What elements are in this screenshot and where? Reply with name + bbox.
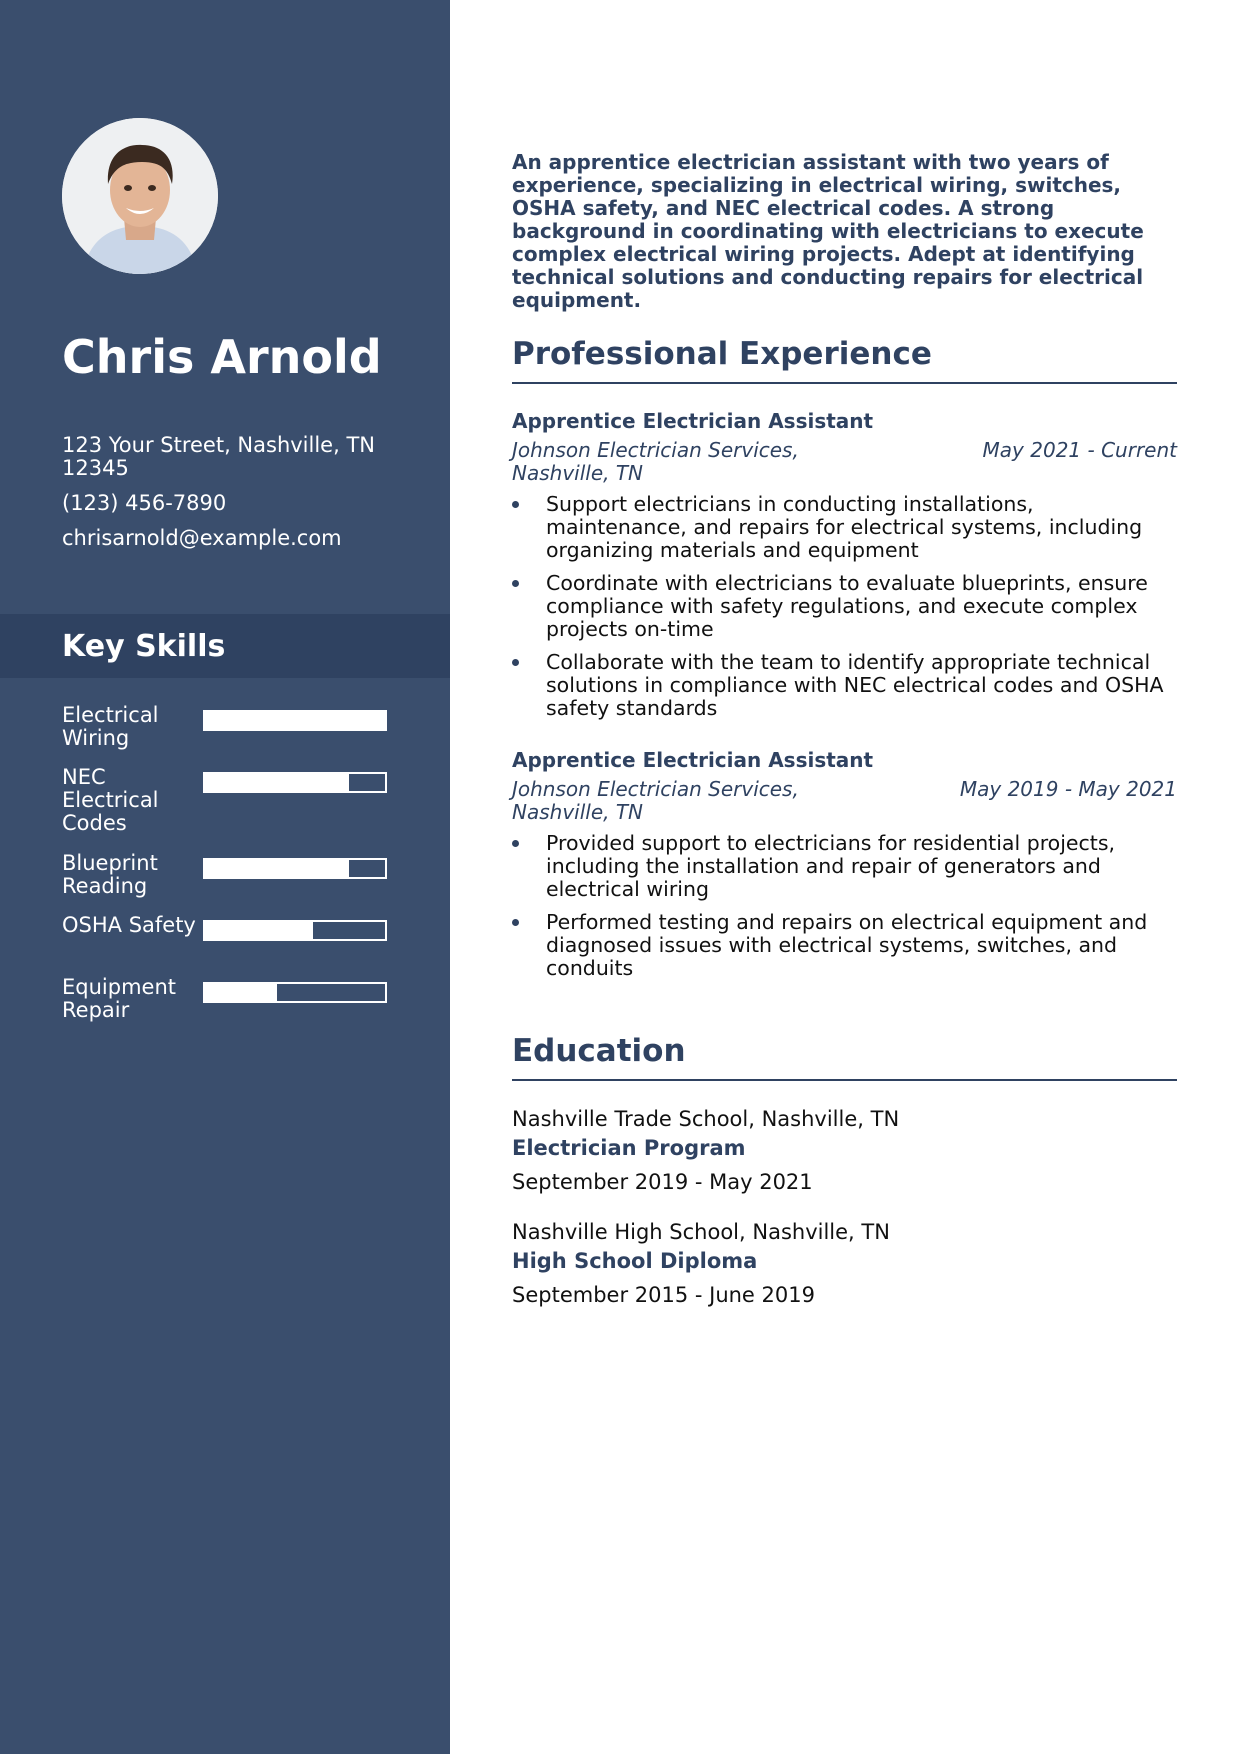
list-item bbox=[512, 572, 1177, 641]
education-divider bbox=[512, 1079, 1177, 1081]
skill-equipment-repair bbox=[62, 976, 392, 1022]
bullet-text: Performed testing and repairs on electrical equipment and diagnosed issues with electrical systems, switches, and conduits bbox=[546, 910, 1148, 980]
skill-label: NEC Electrical Codes bbox=[62, 765, 159, 835]
bullet-icon bbox=[512, 659, 519, 666]
education-entry bbox=[512, 1220, 1177, 1307]
bullet-icon bbox=[512, 919, 519, 926]
bullet-text: Support electricians in conducting installations, maintenance, and repairs for electrical systems, including organizing materials and equipment bbox=[546, 492, 1143, 562]
skill-bar-fill bbox=[205, 922, 313, 939]
professional-summary: An apprentice electrician assistant with two years of experience, specializing in electrical wiring, switches, OSHA safety, and NEC electrical codes. A strong background in coordinating with electricians to execute complex electrical wiring projects. Adept at identifying technical solutions and conducting repairs for electrical equipment. bbox=[512, 150, 1144, 312]
phone: (123) 456-7890 bbox=[62, 491, 227, 515]
skill-bar-fill bbox=[205, 712, 385, 729]
list-item bbox=[512, 493, 1177, 562]
bullet-text: Provided support to electricians for residential projects, including the installation and repair of generators and electrical wiring bbox=[546, 831, 1116, 901]
skill-bar bbox=[203, 710, 387, 731]
experience-divider bbox=[512, 382, 1177, 384]
profile-photo-image bbox=[62, 118, 218, 274]
job-meta bbox=[512, 778, 1177, 824]
education-title: Education bbox=[512, 1033, 686, 1069]
job-company: Johnson Electrician Services, Nashville, TN bbox=[512, 777, 799, 824]
job-meta bbox=[512, 439, 1177, 485]
edu-degree: High School Diploma bbox=[512, 1249, 758, 1273]
job-entry bbox=[512, 749, 1177, 990]
job-dates: May 2019 - May 2021 bbox=[959, 777, 1177, 801]
skill-bar-fill bbox=[205, 984, 277, 1001]
skill-electrical-wiring bbox=[62, 704, 392, 750]
skill-bar-fill bbox=[205, 774, 349, 791]
list-item bbox=[512, 911, 1177, 980]
skills-title: Key Skills bbox=[62, 629, 226, 664]
list-item bbox=[512, 832, 1177, 901]
skill-bar-fill bbox=[205, 860, 349, 877]
edu-school: Nashville Trade School, Nashville, TN bbox=[512, 1107, 900, 1131]
profile-photo bbox=[62, 118, 218, 274]
sidebar bbox=[0, 0, 450, 1754]
job-title: Apprentice Electrician Assistant bbox=[512, 409, 874, 433]
job-title: Apprentice Electrician Assistant bbox=[512, 748, 874, 772]
list-item bbox=[512, 651, 1177, 720]
address: 123 Your Street, Nashville, TN 12345 bbox=[62, 433, 375, 480]
experience-title: Professional Experience bbox=[512, 336, 932, 372]
skill-bar bbox=[203, 982, 387, 1003]
bullet-text: Coordinate with electricians to evaluate blueprints, ensure compliance with safety regulations, and execute complex projects on-time bbox=[546, 571, 1148, 641]
candidate-name: Chris Arnold bbox=[62, 330, 382, 384]
job-entry bbox=[512, 410, 1177, 730]
edu-dates: September 2019 - May 2021 bbox=[512, 1170, 813, 1194]
bullet-icon bbox=[512, 840, 519, 847]
education-entry bbox=[512, 1107, 1177, 1194]
skill-label: OSHA Safety bbox=[62, 913, 196, 937]
skill-nec-electrical-codes bbox=[62, 766, 392, 835]
job-bullets bbox=[512, 493, 1177, 720]
edu-degree: Electrician Program bbox=[512, 1136, 746, 1160]
skill-bar bbox=[203, 858, 387, 879]
bullet-icon bbox=[512, 580, 519, 587]
skill-label: Equipment Repair bbox=[62, 975, 176, 1022]
skill-bar bbox=[203, 772, 387, 793]
edu-dates: September 2015 - June 2019 bbox=[512, 1283, 815, 1307]
skill-label: Electrical Wiring bbox=[62, 703, 159, 750]
job-company: Johnson Electrician Services, Nashville, TN bbox=[512, 438, 799, 485]
bullet-text: Collaborate with the team to identify appropriate technical solutions in compliance with NEC electrical codes and OSHA safety standards bbox=[546, 650, 1164, 720]
job-bullets bbox=[512, 832, 1177, 980]
email: chrisarnold@example.com bbox=[62, 526, 342, 550]
skill-blueprint-reading bbox=[62, 852, 392, 898]
skill-osha-safety bbox=[62, 914, 392, 937]
job-dates: May 2021 - Current bbox=[982, 438, 1177, 462]
bullet-icon bbox=[512, 501, 519, 508]
contact-info bbox=[62, 434, 412, 562]
skill-bar bbox=[203, 920, 387, 941]
edu-school: Nashville High School, Nashville, TN bbox=[512, 1220, 890, 1244]
skill-label: Blueprint Reading bbox=[62, 851, 158, 898]
